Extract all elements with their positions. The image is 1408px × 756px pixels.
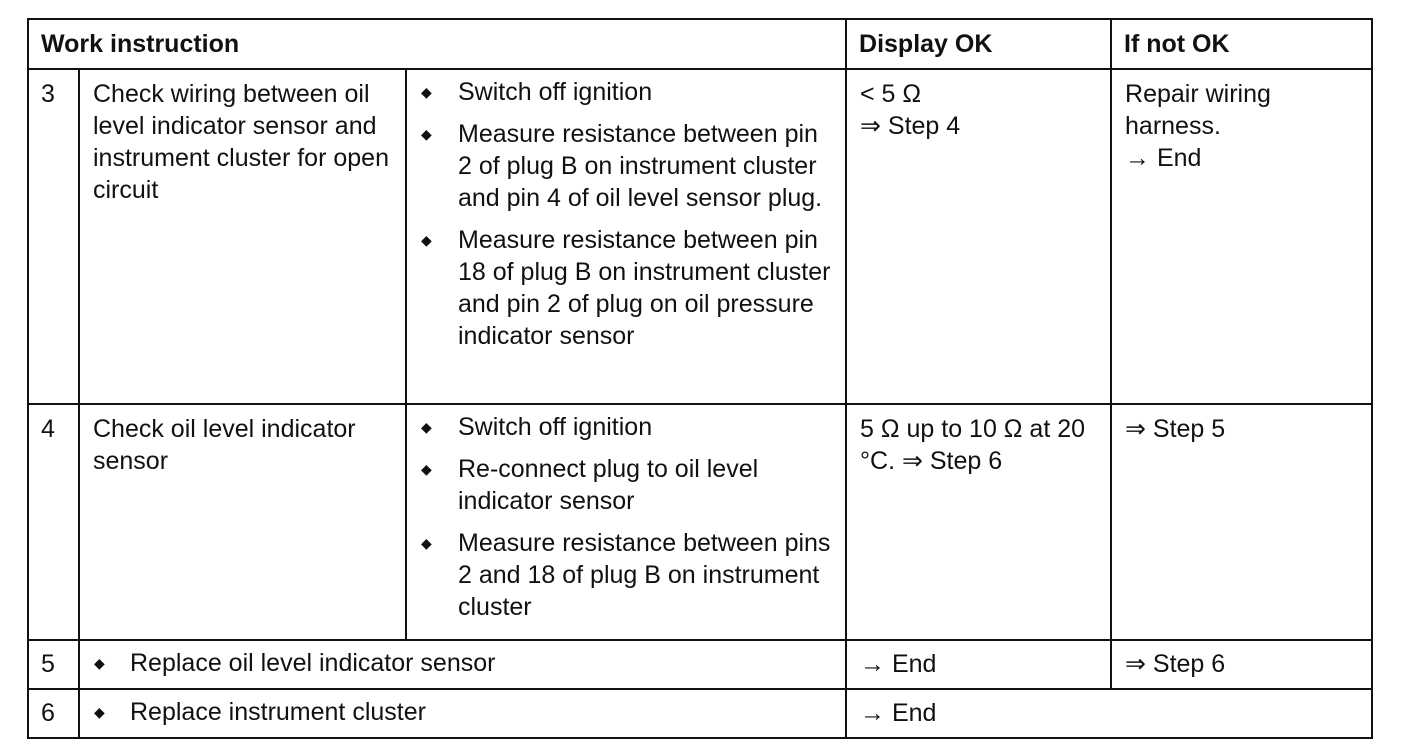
bullet-icon: ◆ [421, 232, 432, 248]
action-text: Replace instrument cluster [130, 698, 426, 726]
action-item [421, 411, 837, 443]
action-text: Switch off ignition [458, 78, 653, 106]
display-ok-cell [846, 69, 1111, 404]
bullet-icon: ◆ [421, 84, 432, 100]
action-item [421, 527, 837, 623]
bullet-icon: ◆ [421, 126, 432, 142]
if-not-ok-next: → End [1125, 144, 1202, 172]
table-row-step-6 [28, 689, 1372, 738]
action-text: Measure resistance between pin 2 of plug B on instrument cluster and pin 4 of oil level sensor plug. [458, 120, 823, 212]
display-ok-cell: → End [846, 689, 1372, 738]
if-not-ok-cell [1111, 69, 1372, 404]
step-number: 4 [28, 404, 79, 640]
work-instruction-table [27, 18, 1373, 739]
if-not-ok-cell: ⇒ Step 6 [1111, 640, 1372, 689]
if-not-ok-cell [1111, 404, 1372, 640]
display-ok-cell: → End [846, 640, 1111, 689]
header-work-instruction: Work instruction [28, 19, 846, 69]
step-actions [406, 69, 846, 404]
step-number: 3 [28, 69, 79, 404]
action-item [421, 453, 837, 517]
action-text: Re-connect plug to oil level indicator sensor [458, 455, 759, 515]
action-item [421, 118, 837, 214]
action-text: Measure resistance between pin 18 of plug B on instrument cluster and pin 2 of plug on oil pressure indicator sensor [458, 226, 831, 350]
action-text: Measure resistance between pins 2 and 18 of plug B on instrument cluster [458, 529, 831, 621]
step-description: Check oil level indicator sensor [79, 404, 406, 640]
bullet-icon: ◆ [94, 704, 105, 720]
header-if-not-ok: If not OK [1111, 19, 1372, 69]
step-number: 5 [28, 640, 79, 689]
step-actions [406, 404, 846, 640]
bullet-icon: ◆ [94, 655, 105, 671]
step-action [79, 689, 846, 738]
action-item [421, 224, 837, 352]
step-number: 6 [28, 689, 79, 738]
display-ok-value: 5 Ω up to 10 Ω at 20 °C. ⇒ Step 6 [860, 415, 1086, 475]
action-item [421, 76, 837, 108]
if-not-ok-next: ⇒ Step 5 [1125, 415, 1226, 443]
table-row-step-5 [28, 640, 1372, 689]
table-row-step-3 [28, 69, 1372, 404]
table-row-step-4 [28, 404, 1372, 640]
step-action [79, 640, 846, 689]
action-text: Replace oil level indicator sensor [130, 649, 496, 677]
if-not-ok-action: Repair wiring harness. [1125, 80, 1271, 140]
display-ok-value: < 5 Ω [860, 80, 922, 108]
bullet-icon: ◆ [421, 535, 432, 551]
display-ok-next: ⇒ Step 4 [860, 112, 961, 140]
header-display-ok: Display OK [846, 19, 1111, 69]
display-ok-cell [846, 404, 1111, 640]
step-description: Check wiring between oil level indicator sensor and instrument cluster for open circuit [79, 69, 406, 404]
bullet-icon: ◆ [421, 461, 432, 477]
bullet-icon: ◆ [421, 419, 432, 435]
action-text: Switch off ignition [458, 413, 653, 441]
header-row [28, 19, 1372, 69]
